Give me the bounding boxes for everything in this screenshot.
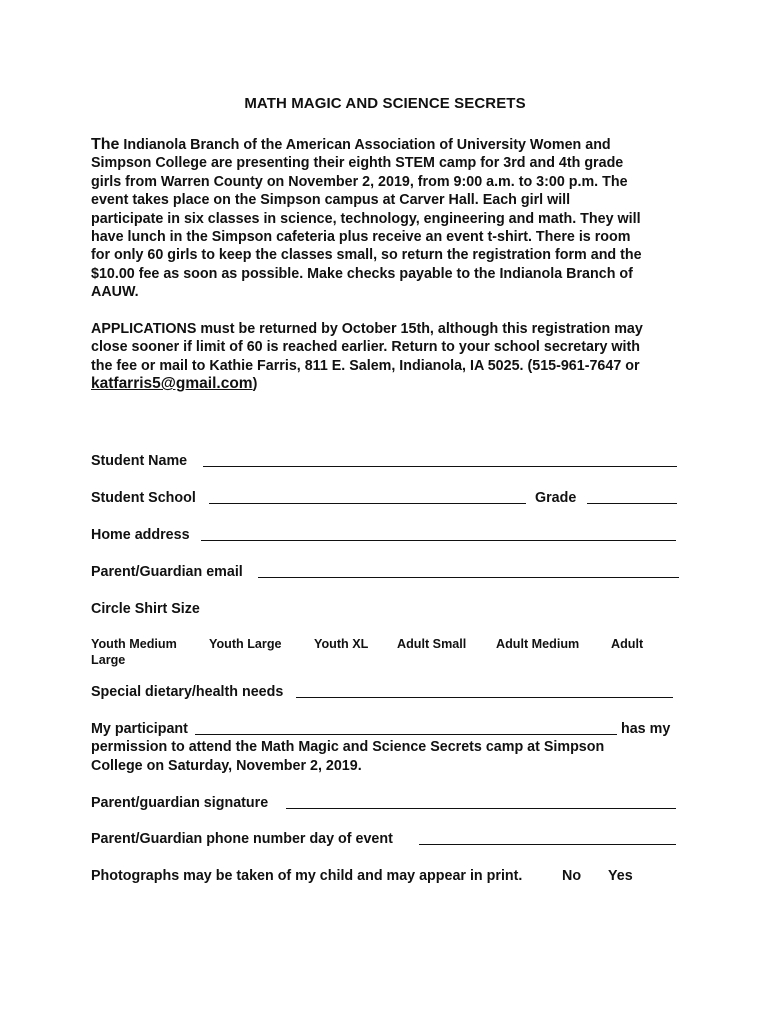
shirt-size-label: Circle Shirt Size	[91, 601, 200, 617]
applications-line: the fee or mail to Kathie Farris, 811 E. Salem, Indianola, IA 5025. (515-961-7647 or	[91, 357, 640, 374]
intro-line: for only 60 girls to keep the classes small, so return the registration form and the	[91, 247, 642, 264]
signature-field[interactable]	[286, 808, 676, 809]
shirt-size-options	[91, 636, 691, 670]
size-option-adult-large-wrap: Large	[91, 653, 126, 667]
intro-line: AAUW.	[91, 284, 139, 301]
size-option-youth-large[interactable]: Youth Large	[209, 637, 282, 651]
dietary-needs-label: Special dietary/health needs	[91, 684, 284, 700]
parent-email-field[interactable]	[258, 577, 679, 578]
participant-label: My participant	[91, 721, 188, 737]
home-address-label: Home address	[91, 527, 190, 543]
intro-line: $10.00 fee as soon as possible. Make checks payable to the Indianola Branch of	[91, 265, 633, 282]
student-name-field[interactable]	[203, 466, 677, 467]
grade-field[interactable]	[587, 503, 677, 504]
contact-email-link[interactable]: katfarris5@gmail.com	[91, 375, 253, 393]
intro-line: girls from Warren County on November 2, 2019, from 9:00 a.m. to 3:00 p.m. The	[91, 173, 628, 190]
photo-consent-yes[interactable]: Yes	[608, 868, 633, 884]
intro-line: Simpson College are presenting their eighth STEM camp for 3rd and 4th grade	[91, 155, 624, 172]
photo-consent-no[interactable]: No	[562, 868, 582, 884]
home-address-field[interactable]	[201, 540, 676, 541]
applications-paragraph	[91, 320, 691, 394]
student-school-field[interactable]	[209, 503, 526, 504]
size-option-youth-xl[interactable]: Youth XL	[314, 637, 369, 651]
intro-lead: The	[91, 136, 120, 153]
phone-label: Parent/Guardian phone number day of event	[91, 831, 393, 847]
size-option-youth-medium[interactable]: Youth Medium	[91, 637, 177, 651]
intro-paragraph	[91, 136, 691, 302]
intro-line: The Indianola Branch of the American Association of University Women and	[91, 136, 611, 153]
photo-consent-label: Photographs may be taken of my child and may appear in print.	[91, 868, 523, 884]
dietary-needs-field[interactable]	[296, 697, 673, 698]
size-option-adult-medium[interactable]: Adult Medium	[496, 637, 580, 651]
permission-line: permission to attend the Math Magic and Science Secrets camp at Simpson	[91, 739, 605, 755]
size-option-adult-small[interactable]: Adult Small	[397, 637, 467, 651]
size-option-adult-large[interactable]: Adult	[611, 637, 644, 651]
parent-email-label: Parent/Guardian email	[91, 564, 243, 580]
applications-line: katfarris5@gmail.com)	[91, 375, 258, 393]
applications-line: close sooner if limit of 60 is reached earlier. Return to your school secretary with	[91, 339, 641, 356]
phone-field[interactable]	[419, 844, 676, 845]
student-name-label: Student Name	[91, 453, 188, 469]
page-title: MATH MAGIC AND SCIENCE SECRETS	[244, 95, 526, 112]
grade-label: Grade	[535, 490, 577, 506]
permission-line: College on Saturday, November 2, 2019.	[91, 758, 362, 774]
student-school-label: Student School	[91, 490, 196, 506]
intro-line: event takes place on the Simpson campus at Carver Hall. Each girl will	[91, 192, 571, 209]
participant-suffix: has my	[621, 721, 671, 737]
signature-label: Parent/guardian signature	[91, 795, 269, 811]
applications-line: APPLICATIONS must be returned by October 15th, although this registration may	[91, 321, 643, 337]
intro-line: have lunch in the Simpson cafeteria plus receive an event t-shirt. There is room	[91, 229, 631, 246]
intro-line: participate in six classes in science, technology, engineering and math. They will	[91, 210, 641, 227]
participant-name-field[interactable]	[195, 734, 617, 735]
